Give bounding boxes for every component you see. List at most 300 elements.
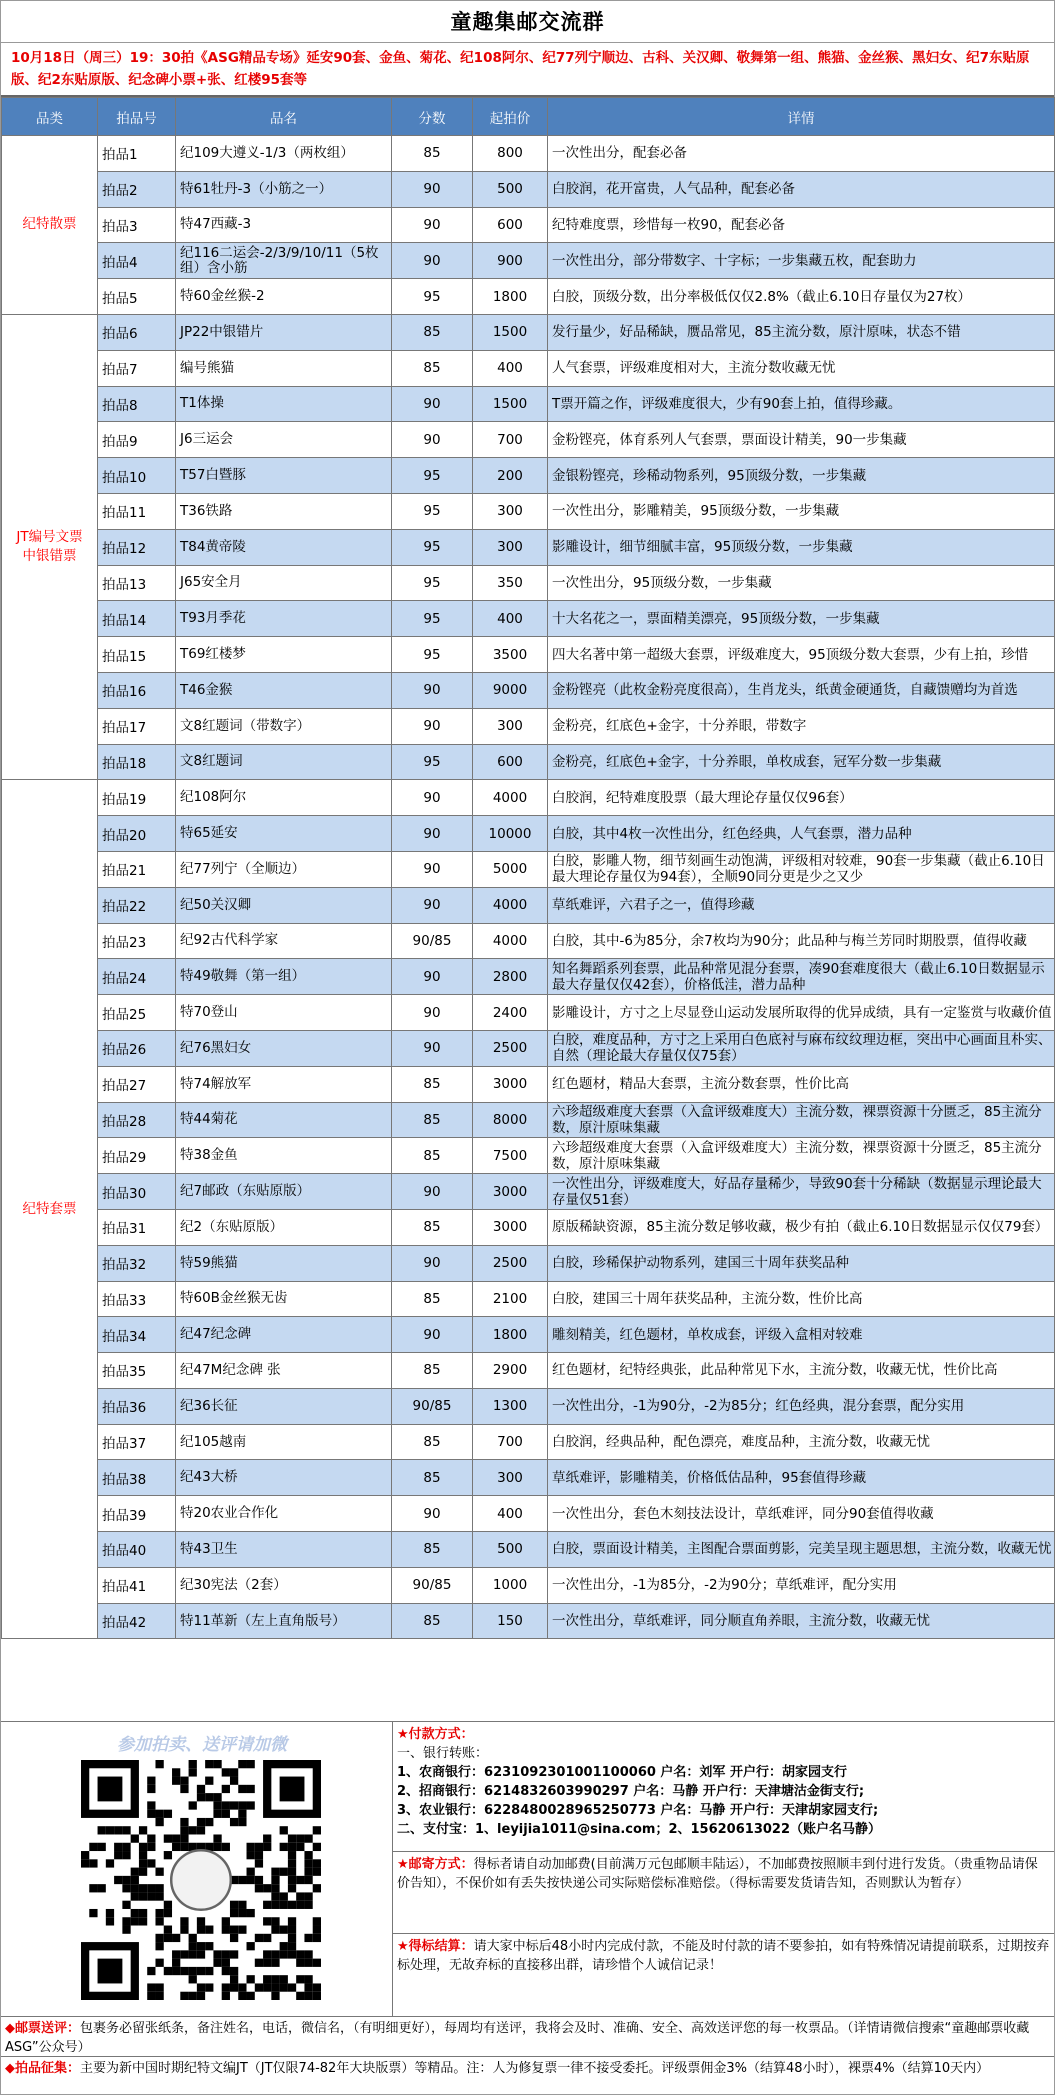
lot-detail: 原版稀缺资源，85主流分数足够收藏，极少有拍（截止6.10日数据显示仅仅79套） bbox=[548, 1209, 1055, 1245]
qr-module bbox=[180, 1926, 188, 1934]
header-category: 品类 bbox=[2, 98, 98, 136]
qr-module bbox=[180, 1967, 188, 1975]
qr-module bbox=[288, 1983, 296, 1991]
grade-score: 90 bbox=[392, 422, 473, 458]
qr-module bbox=[238, 1992, 246, 2000]
qr-module bbox=[230, 1818, 238, 1826]
qr-module bbox=[263, 1884, 271, 1892]
stamp-name: 纪47M纪念碑 张 bbox=[176, 1353, 392, 1389]
qr-module bbox=[222, 1967, 230, 1975]
qr-module bbox=[280, 1901, 288, 1909]
qr-module bbox=[147, 1992, 155, 2000]
qr-module bbox=[247, 1942, 255, 1950]
qr-module bbox=[304, 1992, 312, 2000]
qr-module bbox=[271, 1876, 279, 1884]
qr-module bbox=[213, 1810, 221, 1818]
table-row bbox=[2, 529, 1055, 565]
qr-module bbox=[164, 1909, 172, 1917]
lot-number: 拍品23 bbox=[98, 923, 176, 959]
qr-module bbox=[304, 1851, 312, 1859]
header-price: 起拍价 bbox=[473, 98, 548, 136]
table-row bbox=[2, 959, 1055, 995]
grade-score: 90 bbox=[392, 1496, 473, 1532]
lot-number: 拍品20 bbox=[98, 816, 176, 852]
table-row bbox=[2, 637, 1055, 673]
table-row bbox=[2, 458, 1055, 494]
qr-module bbox=[313, 1983, 321, 1991]
qr-panel bbox=[1, 1722, 393, 2017]
qr-module bbox=[197, 1785, 205, 1793]
qr-module bbox=[147, 1983, 155, 1991]
starting-price: 4000 bbox=[473, 780, 548, 816]
lot-detail: 白胶，票面设计精美，主图配合票面剪影，完美呈现主题思想，主流分数，收藏无忧 bbox=[548, 1532, 1055, 1568]
qr-module bbox=[296, 1834, 304, 1842]
stamp-name: 特20农业合作化 bbox=[176, 1496, 392, 1532]
stamp-name: 纪30宪法（2套） bbox=[176, 1567, 392, 1603]
grade-score: 90 bbox=[392, 386, 473, 422]
qr-module bbox=[139, 1917, 147, 1925]
qr-module bbox=[263, 1959, 271, 1967]
starting-price: 1500 bbox=[473, 386, 548, 422]
lot-detail: 白胶，其中-6为85分，余7枚均为90分；此品种与梅兰芳同时期股票，值得收藏 bbox=[548, 923, 1055, 959]
lot-number: 拍品33 bbox=[98, 1281, 176, 1317]
qr-module bbox=[139, 1851, 147, 1859]
qr-module bbox=[271, 1917, 279, 1925]
lot-number: 拍品31 bbox=[98, 1209, 176, 1245]
qr-module bbox=[81, 1851, 89, 1859]
qr-module bbox=[147, 1810, 155, 1818]
lot-number: 拍品29 bbox=[98, 1138, 176, 1174]
stamp-name: 纪7邮政（东贴原版） bbox=[176, 1174, 392, 1210]
lot-number: 拍品2 bbox=[98, 171, 176, 207]
table-row bbox=[2, 1066, 1055, 1102]
qr-module bbox=[172, 1967, 180, 1975]
qr-module bbox=[81, 1859, 89, 1867]
table-row bbox=[2, 314, 1055, 350]
stamp-name: 纪92古代科学家 bbox=[176, 923, 392, 959]
qr-module bbox=[89, 1843, 97, 1851]
qr-module bbox=[139, 1892, 147, 1900]
stamp-name: 纪47纪念碑 bbox=[176, 1317, 392, 1353]
qr-module bbox=[222, 1785, 230, 1793]
qr-module bbox=[296, 1876, 304, 1884]
qr-module bbox=[288, 1851, 296, 1859]
qr-module bbox=[189, 1950, 197, 1958]
qr-module bbox=[164, 1926, 172, 1934]
payment-line: 二、支付宝：1、leyijia1011@sina.com；2、15620613022（账户名马静） bbox=[397, 1822, 882, 1837]
table-row bbox=[2, 1030, 1055, 1066]
lot-number: 拍品12 bbox=[98, 529, 176, 565]
qr-module bbox=[172, 1768, 180, 1776]
lot-detail: 白胶，其中4枚一次性出分，红色经典，人气套票，潜力品种 bbox=[548, 816, 1055, 852]
qr-module bbox=[280, 1777, 305, 1802]
table-row bbox=[2, 1388, 1055, 1424]
qr-module bbox=[98, 1884, 106, 1892]
qr-module bbox=[288, 1859, 296, 1867]
starting-price: 2400 bbox=[473, 995, 548, 1031]
qr-module bbox=[238, 1785, 246, 1793]
starting-price: 7500 bbox=[473, 1138, 548, 1174]
starting-price: 2900 bbox=[473, 1353, 548, 1389]
qr-module bbox=[288, 1901, 296, 1909]
grade-score: 95 bbox=[392, 637, 473, 673]
stamp-name: 特60金丝猴-2 bbox=[176, 279, 392, 315]
qr-module bbox=[271, 1983, 279, 1991]
qr-module bbox=[189, 1826, 197, 1834]
qr-module bbox=[280, 1983, 288, 1991]
stamp-name: 文8红题词 bbox=[176, 744, 392, 780]
qr-module bbox=[197, 1950, 205, 1958]
starting-price: 500 bbox=[473, 171, 548, 207]
payment-line: 一、银行转账： bbox=[397, 1746, 489, 1761]
grade-score: 85 bbox=[392, 1138, 473, 1174]
qr-module bbox=[122, 1843, 130, 1851]
qr-module bbox=[122, 1876, 130, 1884]
qr-module bbox=[189, 1768, 197, 1776]
qr-module bbox=[313, 1826, 321, 1834]
qr-module bbox=[304, 1983, 312, 1991]
lot-number: 拍品40 bbox=[98, 1532, 176, 1568]
lot-number: 拍品14 bbox=[98, 601, 176, 637]
qr-module bbox=[304, 1975, 312, 1983]
qr-module bbox=[304, 1901, 312, 1909]
qr-module bbox=[172, 1834, 180, 1842]
qr-module bbox=[263, 1901, 271, 1909]
stamp-name: 纪105越南 bbox=[176, 1424, 392, 1460]
qr-module bbox=[197, 1992, 205, 2000]
qr-module bbox=[280, 1942, 288, 1950]
qr-module bbox=[122, 1851, 130, 1859]
stamp-name: 特47西藏-3 bbox=[176, 207, 392, 243]
qr-module bbox=[197, 1926, 205, 1934]
starting-price: 1800 bbox=[473, 279, 548, 315]
lot-detail: 纪特难度票，珍惜每一枚90，配套必备 bbox=[548, 207, 1055, 243]
starting-price: 700 bbox=[473, 422, 548, 458]
qr-module bbox=[271, 1959, 279, 1967]
info-section bbox=[1, 1721, 1054, 2016]
qr-module bbox=[114, 1876, 122, 1884]
qr-module bbox=[205, 1818, 213, 1826]
qr-module bbox=[296, 1901, 304, 1909]
stamp-name: T57白暨豚 bbox=[176, 458, 392, 494]
table-row bbox=[2, 887, 1055, 923]
qr-module bbox=[313, 1917, 321, 1925]
qr-module bbox=[114, 1843, 122, 1851]
qr-module bbox=[213, 1959, 221, 1967]
qr-module bbox=[288, 1950, 296, 1958]
lot-number: 拍品1 bbox=[98, 136, 176, 172]
lot-detail: 一次性出分，配套必备 bbox=[548, 136, 1055, 172]
qr-module bbox=[205, 1793, 213, 1801]
starting-price: 600 bbox=[473, 744, 548, 780]
table-row bbox=[2, 923, 1055, 959]
lot-detail: 金粉亮，红底色+金字，十分养眼，带数字 bbox=[548, 708, 1055, 744]
table-row bbox=[2, 1209, 1055, 1245]
qr-module bbox=[222, 1801, 230, 1809]
qr-module bbox=[131, 1868, 139, 1876]
starting-price: 3000 bbox=[473, 1066, 548, 1102]
lot-detail: 一次性出分，95顶级分数，一步集藏 bbox=[548, 565, 1055, 601]
qr-module bbox=[131, 1834, 139, 1842]
qr-module bbox=[155, 1892, 163, 1900]
qr-module bbox=[230, 1777, 238, 1785]
qr-module bbox=[304, 1934, 312, 1942]
grade-score: 85 bbox=[392, 1102, 473, 1138]
table-row bbox=[2, 171, 1055, 207]
stamp-name: 纪36长征 bbox=[176, 1388, 392, 1424]
grade-score: 90 bbox=[392, 816, 473, 852]
stamp-name: 特65延安 bbox=[176, 816, 392, 852]
qr-module bbox=[180, 1777, 188, 1785]
lot-detail: 一次性出分，影雕精美，95顶级分数，一步集藏 bbox=[548, 493, 1055, 529]
table-row bbox=[2, 1102, 1055, 1138]
category-cell: JT编号文票 中银错票 bbox=[2, 314, 98, 779]
qr-module bbox=[255, 1851, 263, 1859]
starting-price: 400 bbox=[473, 1496, 548, 1532]
qr-module bbox=[271, 1884, 279, 1892]
qr-module bbox=[155, 1959, 163, 1967]
qr-caption: 参加拍卖、送评请加微 bbox=[117, 1735, 287, 1755]
collection-note bbox=[1, 2056, 1054, 2095]
qr-module bbox=[222, 1917, 230, 1925]
qr-module bbox=[213, 1760, 221, 1768]
qr-module bbox=[230, 1983, 238, 1991]
grade-score: 90 bbox=[392, 851, 473, 887]
qr-module bbox=[296, 1975, 304, 1983]
qr-module bbox=[147, 1892, 155, 1900]
qr-module bbox=[189, 1801, 197, 1809]
qr-module bbox=[230, 1801, 238, 1809]
stamp-name: T93月季花 bbox=[176, 601, 392, 637]
lots-table bbox=[1, 97, 1055, 1639]
payment-line: 2、招商银行：6214832603990297 户名：马静 开户行：天津塘沽金街支行; bbox=[397, 1784, 865, 1799]
starting-price: 500 bbox=[473, 1532, 548, 1568]
lot-detail: 白胶，建国三十周年获奖品种，主流分数，性价比高 bbox=[548, 1281, 1055, 1317]
qr-module bbox=[205, 1760, 213, 1768]
table-row bbox=[2, 565, 1055, 601]
grade-score: 85 bbox=[392, 1603, 473, 1639]
qr-module bbox=[213, 1834, 221, 1842]
table-row bbox=[2, 672, 1055, 708]
lot-detail: 十大名花之一，票面精美漂亮，95顶级分数，一步集藏 bbox=[548, 601, 1055, 637]
qr-module bbox=[155, 1917, 163, 1925]
qr-module bbox=[213, 1793, 221, 1801]
qr-module bbox=[197, 1983, 205, 1991]
qr-module bbox=[172, 1959, 180, 1967]
lot-detail: 四大名著中第一超级大套票，评级难度大，95顶级分数大套票，少有上拍，珍惜 bbox=[548, 637, 1055, 673]
qr-module bbox=[313, 1884, 321, 1892]
starting-price: 5000 bbox=[473, 851, 548, 887]
qr-module bbox=[263, 1834, 271, 1842]
grade-score: 90/85 bbox=[392, 1388, 473, 1424]
payment-panel bbox=[393, 1722, 1054, 2017]
qr-module bbox=[189, 1934, 197, 1942]
shipping-text: 得标者请自动加邮费(目前满万元包邮顺丰陆运），不加邮费按照顺丰到付进行发货。（贵重物品请保价告知），不保价如有丢失按快递公司实际赔偿标准赔偿。（得标需要发货请告知，否则默认为暂存） bbox=[397, 1857, 1038, 1891]
qr-module bbox=[263, 1950, 271, 1958]
lot-number: 拍品34 bbox=[98, 1317, 176, 1353]
starting-price: 4000 bbox=[473, 923, 548, 959]
table-row bbox=[2, 816, 1055, 852]
qr-module bbox=[180, 1818, 188, 1826]
qr-module bbox=[230, 1901, 238, 1909]
qr-module bbox=[189, 1967, 197, 1975]
starting-price: 10000 bbox=[473, 816, 548, 852]
stamp-name: T69红楼梦 bbox=[176, 637, 392, 673]
lot-number: 拍品11 bbox=[98, 493, 176, 529]
qr-module bbox=[213, 1950, 221, 1958]
stamp-name: 编号熊猫 bbox=[176, 350, 392, 386]
qr-module bbox=[147, 1785, 155, 1793]
lot-number: 拍品42 bbox=[98, 1603, 176, 1639]
qr-module bbox=[147, 1967, 155, 1975]
auction-announcement: 10月18日（周三）19：30拍《ASG精品专场》延安90套、金鱼、菊花、纪108阿尔、纪77列宁顺边、古科、关汉卿、敬舞第一组、熊猫、金丝猴、黑妇女、纪7东贴原版、纪2东贴原版、纪念碑小票+张、红楼95套等 bbox=[1, 43, 1054, 97]
lot-detail: 白胶润，纪特难度股票（最大理论存量仅仅96套） bbox=[548, 780, 1055, 816]
stamp-name: 纪43大桥 bbox=[176, 1460, 392, 1496]
lot-detail: 知名舞蹈系列套票，此品种常见混分套票，凑90套难度很大（截止6.10日数据显示最大存量仅仅42套），价格低洼，潜力品种 bbox=[548, 959, 1055, 995]
qr-module bbox=[114, 1826, 122, 1834]
lot-detail: 发行量少，好品稀缺，赝品常见，85主流分数，原汁原味，状态不错 bbox=[548, 314, 1055, 350]
qr-module bbox=[164, 1851, 172, 1859]
grade-score: 90 bbox=[392, 995, 473, 1031]
stamp-name: T1体操 bbox=[176, 386, 392, 422]
table-row bbox=[2, 493, 1055, 529]
qr-module bbox=[313, 1859, 321, 1867]
header-name: 品名 bbox=[176, 98, 392, 136]
stamp-name: T36铁路 bbox=[176, 493, 392, 529]
starting-price: 300 bbox=[473, 529, 548, 565]
qr-module bbox=[271, 1926, 279, 1934]
starting-price: 2500 bbox=[473, 1030, 548, 1066]
lot-detail: 白胶润，花开富贵，人气品种，配套必备 bbox=[548, 171, 1055, 207]
qr-module bbox=[139, 1909, 147, 1917]
qr-module bbox=[98, 1826, 106, 1834]
stamp-name: 纪2（东贴原版） bbox=[176, 1209, 392, 1245]
qr-module bbox=[180, 1785, 188, 1793]
qr-module bbox=[280, 1892, 288, 1900]
qr-module bbox=[255, 1843, 263, 1851]
grade-score: 90 bbox=[392, 1174, 473, 1210]
table-row bbox=[2, 995, 1055, 1031]
lot-number: 拍品26 bbox=[98, 1030, 176, 1066]
qr-module bbox=[222, 1959, 230, 1967]
lot-number: 拍品5 bbox=[98, 279, 176, 315]
qr-module bbox=[89, 1909, 97, 1917]
qr-module bbox=[238, 1901, 246, 1909]
qr-module bbox=[222, 1843, 230, 1851]
stamp-name: 特59熊猫 bbox=[176, 1245, 392, 1281]
qr-module bbox=[131, 1892, 139, 1900]
lot-detail: 六珍超级难度大套票（入盒评级难度大）主流分数，裸票资源十分匮乏，85主流分数，原汁原味集藏 bbox=[548, 1102, 1055, 1138]
lot-number: 拍品22 bbox=[98, 887, 176, 923]
qr-module bbox=[288, 1917, 296, 1925]
lot-detail: 草纸难评，影雕精美，价格低估品种，95套值得珍藏 bbox=[548, 1460, 1055, 1496]
stamp-name: 特11革新（左上直角版号） bbox=[176, 1603, 392, 1639]
lot-detail: 影雕设计，细节细腻丰富，95顶级分数，一步集藏 bbox=[548, 529, 1055, 565]
qr-module bbox=[304, 1868, 312, 1876]
grade-score: 90 bbox=[392, 959, 473, 995]
qr-module bbox=[155, 1818, 163, 1826]
qr-module bbox=[147, 1777, 155, 1785]
lot-detail: 一次性出分，草纸难评，同分顺直角养眼，主流分数，收藏无忧 bbox=[548, 1603, 1055, 1639]
qr-module bbox=[155, 1760, 163, 1768]
qr-module bbox=[296, 1950, 304, 1958]
grade-score: 95 bbox=[392, 493, 473, 529]
stamp-name: 特38金鱼 bbox=[176, 1138, 392, 1174]
lot-detail: 雕刻精美，红色题材，单枚成套，评级入盒相对较难 bbox=[548, 1317, 1055, 1353]
qr-avatar-icon bbox=[171, 1850, 231, 1910]
qr-module bbox=[230, 1975, 238, 1983]
grade-score: 90 bbox=[392, 708, 473, 744]
qr-module bbox=[213, 1801, 221, 1809]
qr-module bbox=[230, 1926, 238, 1934]
table-row bbox=[2, 1496, 1055, 1532]
lot-detail: 红色题材，精品大套票，主流分数套票，性价比高 bbox=[548, 1066, 1055, 1102]
table-row bbox=[2, 601, 1055, 637]
header-detail: 详情 bbox=[548, 98, 1055, 136]
qr-module bbox=[280, 1868, 288, 1876]
lot-number: 拍品6 bbox=[98, 314, 176, 350]
grade-score: 85 bbox=[392, 1281, 473, 1317]
qr-module bbox=[98, 1777, 123, 1802]
stamp-name: 特43卫生 bbox=[176, 1532, 392, 1568]
qr-module bbox=[280, 1926, 288, 1934]
starting-price: 800 bbox=[473, 136, 548, 172]
qr-module bbox=[288, 1876, 296, 1884]
qr-module bbox=[288, 1942, 296, 1950]
stamp-name: T84黄帝陵 bbox=[176, 529, 392, 565]
stamp-name: 文8红题词（带数字） bbox=[176, 708, 392, 744]
starting-price: 300 bbox=[473, 1460, 548, 1496]
grade-score: 85 bbox=[392, 1209, 473, 1245]
qr-module bbox=[288, 1868, 296, 1876]
qr-module bbox=[296, 1959, 304, 1967]
shipping-heading: ★邮寄方式： bbox=[397, 1857, 474, 1872]
grade-score: 85 bbox=[392, 1532, 473, 1568]
stamp-name: T46金猴 bbox=[176, 672, 392, 708]
qr-module bbox=[205, 1777, 213, 1785]
qr-module bbox=[164, 1967, 172, 1975]
table-row bbox=[2, 422, 1055, 458]
qr-module bbox=[139, 1884, 147, 1892]
category-cell: 纪特散票 bbox=[2, 136, 98, 315]
category-cell: 纪特套票 bbox=[2, 780, 98, 1639]
qr-module bbox=[304, 1892, 312, 1900]
qr-module bbox=[238, 1810, 246, 1818]
lot-number: 拍品38 bbox=[98, 1460, 176, 1496]
qr-module bbox=[255, 1859, 263, 1867]
qr-module bbox=[139, 1826, 147, 1834]
header-lot: 拍品号 bbox=[98, 98, 176, 136]
lot-number: 拍品39 bbox=[98, 1496, 176, 1532]
starting-price: 2100 bbox=[473, 1281, 548, 1317]
qr-module bbox=[255, 1959, 263, 1967]
qr-module bbox=[106, 1859, 114, 1867]
qr-module bbox=[222, 1983, 230, 1991]
lot-number: 拍品17 bbox=[98, 708, 176, 744]
qr-module bbox=[288, 1934, 296, 1942]
starting-price: 3500 bbox=[473, 637, 548, 673]
qr-module bbox=[304, 1859, 312, 1867]
qr-module bbox=[230, 1967, 238, 1975]
qr-module bbox=[155, 1884, 163, 1892]
qr-module bbox=[172, 1777, 180, 1785]
lot-detail: 人气套票，评级难度相对大，主流分数收藏无忧 bbox=[548, 350, 1055, 386]
qr-module bbox=[189, 1975, 197, 1983]
stamp-name: 纪77列宁（全顺边） bbox=[176, 851, 392, 887]
qr-module bbox=[155, 1983, 163, 1991]
qr-module bbox=[155, 1810, 163, 1818]
starting-price: 700 bbox=[473, 1424, 548, 1460]
